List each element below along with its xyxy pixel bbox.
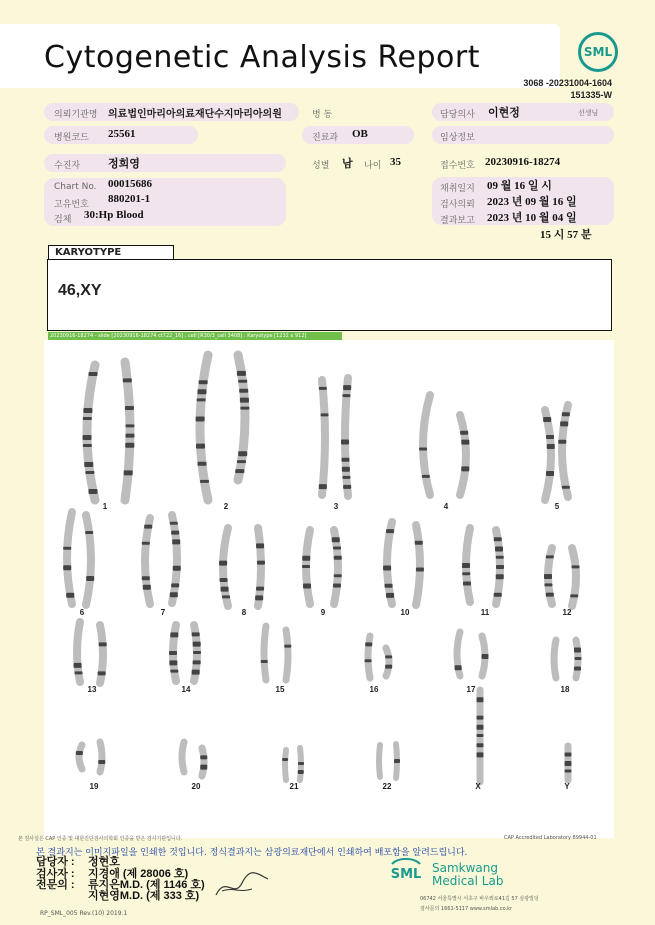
chr-label-16: 16 <box>369 685 379 694</box>
chr-label-20: 20 <box>191 782 201 791</box>
chr-label-19: 19 <box>89 782 99 791</box>
chromosome-25 <box>74 622 83 682</box>
chromosome-15 <box>219 528 230 606</box>
chromosome-4 <box>235 355 249 480</box>
chr-label-1: 1 <box>102 502 108 511</box>
tester-value: 지경애 (제 28006 호) <box>88 868 189 880</box>
chromosome-6 <box>341 378 351 496</box>
chromosome-30 <box>284 630 291 680</box>
specimen-value: 30:Hp Blood <box>84 209 144 221</box>
chromosome-3 <box>196 355 209 500</box>
chromosome-38 <box>98 742 105 772</box>
chromosome-21 <box>462 528 471 602</box>
chr-label-17: 17 <box>466 685 476 694</box>
chart-label: Chart No. <box>54 182 97 192</box>
age-label: 나이 <box>364 161 382 171</box>
test-value: 2023 년 09 월 16 일 <box>487 196 577 208</box>
svg-text:SML: SML <box>390 867 422 882</box>
report-title: Cytogenetic Analysis Report <box>44 40 481 75</box>
sml-logo: SML <box>578 32 618 72</box>
image-caption: 20230916-18274 - slide [20230916-18274 ct722_16] : cell [R30/3_cell 3408] : Karyotype [1232 x 912] <box>48 332 342 340</box>
chromosome-2 <box>123 362 135 500</box>
chromosome-39 <box>182 742 184 772</box>
chr-label-10: 10 <box>400 608 410 617</box>
chromosome-8 <box>460 415 469 495</box>
specimen-label: 검체 <box>54 215 72 225</box>
chr-label-6: 6 <box>79 608 85 617</box>
chr-label-x: X <box>475 782 481 791</box>
chromosome-46 <box>565 746 572 780</box>
sex-value: 남 <box>342 158 353 170</box>
chr-label-12: 12 <box>562 608 572 617</box>
lab-name-line1: Samkwang <box>432 861 498 875</box>
patient-value: 정희영 <box>108 158 140 170</box>
chart-value: 00015686 <box>108 178 152 190</box>
chromosome-10 <box>558 405 570 497</box>
chr-label-11: 11 <box>480 608 490 617</box>
collect-label: 채취일지 <box>440 184 475 194</box>
chr-label-y: Y <box>564 782 570 791</box>
chromosome-44 <box>394 744 400 778</box>
chromosome-43 <box>379 745 380 777</box>
chromosome-41 <box>282 750 288 780</box>
chr-label-22: 22 <box>382 782 392 791</box>
fine-print: 본 검사실은 CAP 인증 및 대한진단검사의학회 인증을 받은 검사기관입니다. <box>18 836 183 842</box>
karyotype-value: 46,XY <box>58 282 102 299</box>
chromosome-42 <box>298 748 304 780</box>
chromosome-35 <box>554 640 556 678</box>
sex-label: 성별 <box>312 161 330 171</box>
age-value: 35 <box>390 156 401 168</box>
chromosome-29 <box>261 626 268 680</box>
chr-label-21: 21 <box>289 782 299 791</box>
chr-label-3: 3 <box>333 502 339 511</box>
institution-label: 의뢰기관명 <box>54 110 98 120</box>
chromosome-16 <box>255 528 265 606</box>
expert-2: 지현영M.D. (제 333 호) <box>88 890 200 902</box>
samkwang-logo-icon <box>386 856 426 884</box>
expert-1: 류지은M.D. (제 1146 호) <box>88 879 205 891</box>
chromosome-31 <box>365 636 373 678</box>
chromosome-23 <box>544 548 554 604</box>
result-label: 결과보고 <box>440 216 475 226</box>
notice-text: 본 결과지는 이미지파일을 인쇄한 것입니다. 정식결과지는 삼광의료재단에서 인쇄하여 배포함을 알려드립니다. <box>36 848 468 858</box>
chromosome-45 <box>477 690 484 782</box>
chromosome-11 <box>63 512 74 604</box>
ward-label: 병 동 <box>312 110 333 120</box>
hospital-code-label: 병원코드 <box>54 133 89 143</box>
doctor-suffix: 선생님 <box>578 109 599 117</box>
lab-name-line2: Medical Lab <box>432 874 504 888</box>
doctor-value: 이현정 <box>488 107 520 119</box>
accession-label: 접수번호 <box>440 161 475 171</box>
dept-label: 진료과 <box>312 133 339 143</box>
chr-label-8: 8 <box>241 608 247 617</box>
accession-value: 20230916-18274 <box>485 156 561 168</box>
chromosome-14 <box>170 515 181 603</box>
id-label: 고유번호 <box>54 200 89 210</box>
chromosome-7 <box>419 395 430 495</box>
chromosome-9 <box>543 410 555 500</box>
chromosome-13 <box>142 518 152 604</box>
chr-label-14: 14 <box>181 685 191 694</box>
doctor-label: 담당의사 <box>440 110 475 120</box>
chromosome-12 <box>85 515 94 605</box>
cap-text: CAP Accredited Laboratory 89944-01 <box>504 835 597 841</box>
lab-address: 06742 서울특별시 서초구 바우뫼로41길 57 삼광빌딩 <box>420 896 539 902</box>
chr-label-2: 2 <box>223 502 229 511</box>
chr-label-13: 13 <box>87 685 97 694</box>
chromosome-32 <box>385 648 392 676</box>
collect-value: 09 월 16 일 시 <box>487 180 552 192</box>
staff-label: 담당자 : <box>36 856 75 868</box>
expert-label: 전문의 : <box>36 879 75 891</box>
chromosome-27 <box>169 625 178 681</box>
test-label: 검사의뢰 <box>440 200 475 210</box>
chromosome-28 <box>192 625 201 681</box>
chromosome-20 <box>415 525 424 605</box>
request-number-line2: 151335-W <box>570 90 612 100</box>
chromosome-22 <box>494 530 504 604</box>
signature-image <box>212 865 272 901</box>
chr-label-9: 9 <box>320 608 326 617</box>
clinical-label: 임상정보 <box>440 133 475 143</box>
result-time: 15 시 57 분 <box>540 229 592 241</box>
id-value: 880201-1 <box>108 193 151 205</box>
chromosome-36 <box>574 640 582 678</box>
chromosome-1 <box>83 365 98 500</box>
staff-value: 정현호 <box>88 856 120 868</box>
chr-label-5: 5 <box>554 502 560 511</box>
request-number-line1: 3068 -20231004-1604 <box>523 78 612 88</box>
karyotype-tab: KARYOTYPE <box>48 245 174 260</box>
tester-label: 검사자 : <box>36 868 75 880</box>
institution-value: 의료법인마리아의료재단수지마리아의원 <box>108 109 282 120</box>
chromosome-18 <box>332 530 342 604</box>
chr-label-15: 15 <box>275 685 285 694</box>
chr-label-18: 18 <box>560 685 570 694</box>
chromosome-26 <box>98 625 107 683</box>
form-number: RP_SML_005 Rev.(10) 2019.1 <box>40 910 128 917</box>
chromosome-5 <box>319 380 329 495</box>
chromosome-19 <box>383 522 394 604</box>
lab-phone: 검사문의 1661-5117 www.smlab.co.kr <box>420 906 513 912</box>
chr-label-7: 7 <box>160 608 166 617</box>
dept-value: OB <box>352 128 368 140</box>
chromosome-24 <box>570 548 579 606</box>
patient-label: 수진자 <box>54 161 81 171</box>
chromosome-33 <box>455 632 462 676</box>
result-value: 2023 년 10 월 04 일 <box>487 212 577 224</box>
hospital-code-value: 25561 <box>108 128 136 140</box>
chromosome-17 <box>302 530 311 604</box>
lab-name <box>432 862 503 888</box>
chr-label-4: 4 <box>443 502 449 511</box>
chromosome-37 <box>76 745 83 769</box>
chromosome-40 <box>200 748 207 776</box>
chromosome-34 <box>482 636 489 676</box>
